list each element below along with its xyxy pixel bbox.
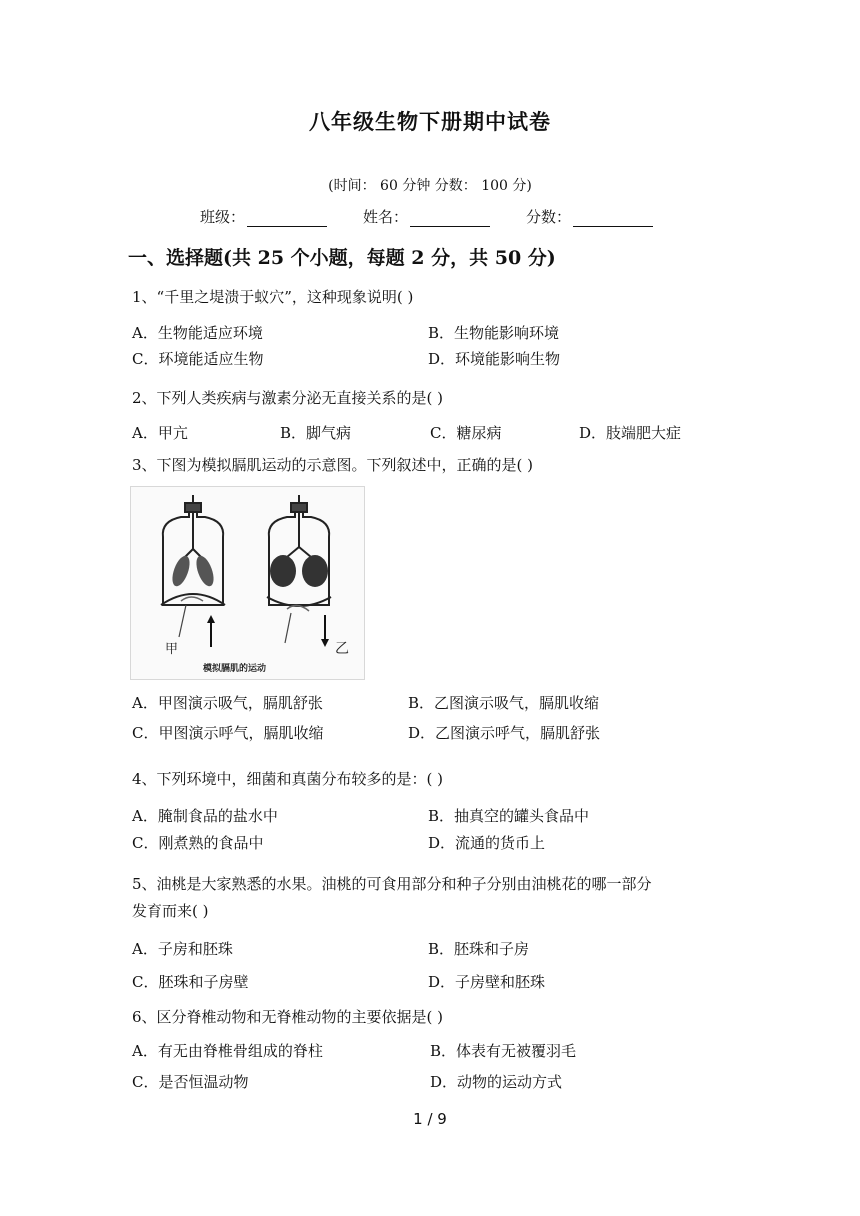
name-blank[interactable] [410, 208, 490, 227]
exam-meta: (时间： 60 分钟 分数： 100 分) [328, 178, 532, 194]
q6-option-b[interactable]: B．体表有无被覆羽毛 [430, 1042, 577, 1060]
class-field[interactable] [200, 206, 327, 227]
question-5-stem-line1: 5、油桃是大家熟悉的水果。油桃的可食用部分和种子分别由油桃花的哪一部分 [132, 875, 652, 893]
q3-option-c[interactable]: C．甲图演示呼气，膈肌收缩 [132, 724, 324, 742]
q2-option-c[interactable]: C．糖尿病 [430, 424, 502, 442]
student-info-row [200, 206, 689, 227]
q4-option-a[interactable]: A．腌制食品的盐水中 [132, 807, 278, 825]
q4-option-d[interactable]: D．流通的货币上 [428, 834, 546, 852]
name-field[interactable] [363, 206, 490, 227]
figure-label-jia: 甲 [165, 642, 179, 657]
page-number: 1 / 9 [413, 1110, 447, 1128]
score-label: 分数： [526, 208, 572, 226]
q5-option-b[interactable]: B．胚珠和子房 [428, 940, 530, 958]
score-blank[interactable] [573, 208, 653, 227]
q1-option-a[interactable]: A．生物能适应环境 [132, 324, 263, 342]
diaphragm-model-figure [130, 486, 365, 680]
q5-option-c[interactable]: C．胚珠和子房壁 [132, 973, 249, 991]
q1-option-b[interactable]: B．生物能影响环境 [428, 324, 560, 342]
question-5-stem-line2: 发育而来( ) [132, 902, 209, 920]
q6-option-d[interactable]: D．动物的运动方式 [430, 1073, 563, 1091]
question-1-stem: 1、“千里之堤溃于蚁穴”，这种现象说明( ) [132, 288, 414, 306]
q6-option-c[interactable]: C．是否恒温动物 [132, 1073, 249, 1091]
class-label: 班级： [200, 208, 246, 226]
q3-option-b[interactable]: B．乙图演示吸气，膈肌收缩 [408, 694, 600, 712]
q6-option-a[interactable]: A．有无由脊椎骨组成的脊柱 [132, 1042, 323, 1060]
figure-caption: 模拟膈肌的运动 [203, 664, 267, 674]
q2-option-b[interactable]: B．脚气病 [280, 424, 352, 442]
q4-option-b[interactable]: B．抽真空的罐头食品中 [428, 807, 590, 825]
question-3-stem: 3、下图为模拟膈肌运动的示意图。下列叙述中，正确的是( ) [132, 456, 534, 474]
q4-option-c[interactable]: C．刚煮熟的食品中 [132, 834, 264, 852]
score-field[interactable] [526, 206, 653, 227]
q5-option-a[interactable]: A．子房和胚珠 [132, 940, 233, 958]
q2-option-a[interactable]: A．甲亢 [132, 424, 188, 442]
question-4-stem: 4、下列环境中，细菌和真菌分布较多的是：( ) [132, 770, 444, 788]
question-2-stem: 2、下列人类疾病与激素分泌无直接关系的是( ) [132, 389, 444, 407]
question-6-stem: 6、区分脊椎动物和无脊椎动物的主要依据是( ) [132, 1008, 444, 1026]
name-label: 姓名： [363, 208, 409, 226]
exam-title: 八年级生物下册期中试卷 [309, 109, 551, 134]
q3-option-a[interactable]: A．甲图演示吸气，膈肌舒张 [132, 694, 323, 712]
q5-option-d[interactable]: D．子房壁和胚珠 [428, 973, 546, 991]
figure-label-yi: 乙 [335, 641, 349, 657]
class-blank[interactable] [247, 208, 327, 227]
q1-option-d[interactable]: D．环境能影响生物 [428, 350, 561, 368]
section-heading: 一、选择题(共 25 个小题，每题 2 分，共 50 分) [128, 247, 556, 269]
q1-option-c[interactable]: C．环境能适应生物 [132, 350, 264, 368]
q2-option-d[interactable]: D．肢端肥大症 [579, 424, 682, 442]
q3-option-d[interactable]: D．乙图演示呼气，膈肌舒张 [408, 724, 601, 742]
